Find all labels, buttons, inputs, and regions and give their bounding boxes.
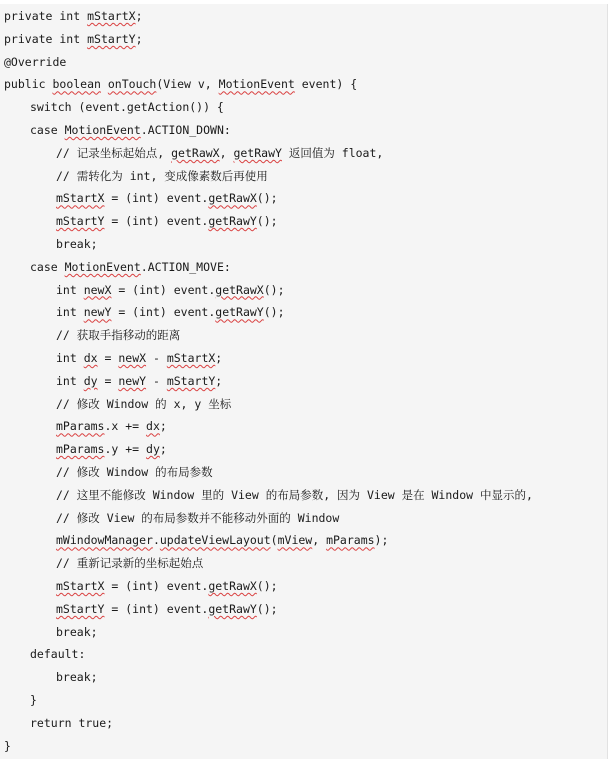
code-token: = (int) event. — [111, 282, 216, 297]
code-line — [56, 395, 231, 413]
spellcheck-flagged-token: getRawX — [215, 282, 264, 297]
code-line — [56, 463, 213, 481]
code-line — [56, 235, 98, 253]
spellcheck-flagged-token: MotionEvent — [64, 123, 141, 137]
spellcheck-flagged-token: onTouch — [107, 77, 157, 92]
code-token: public — [4, 77, 53, 92]
code-line — [56, 212, 278, 230]
code-token: // 这里不能修改 Window 里的 View 的布局参数, 因为 View 是在 Window 中显示的, — [56, 487, 533, 502]
spellcheck-flagged-token: mStartX — [56, 191, 105, 206]
code-line — [4, 75, 357, 93]
code-line — [56, 600, 278, 618]
code-token: ; — [135, 9, 143, 23]
code-token: .ACTION_MOVE: — [140, 259, 231, 274]
code-token: } — [30, 693, 37, 707]
code-line — [30, 258, 231, 276]
code-token: = (int) event. — [111, 305, 216, 320]
code-line — [56, 189, 278, 207]
code-token: // 获取手指移动的距离 — [56, 328, 181, 343]
spellcheck-flagged-token: mParams — [56, 419, 105, 434]
code-token: event) { — [294, 77, 358, 92]
code-token: // 记录坐标起始点, — [56, 145, 172, 160]
spellcheck-flagged-token: mStartY — [56, 601, 105, 616]
spellcheck-flagged-token: mWindowManager — [56, 533, 153, 548]
code-token: ; — [159, 419, 167, 434]
spellcheck-flagged-token: newY — [118, 373, 147, 388]
code-token — [101, 77, 108, 91]
code-token: switch (event.getAction()) { — [30, 100, 224, 115]
code-line — [56, 417, 167, 435]
code-line — [56, 554, 203, 572]
spellcheck-flagged-token: getRawX — [208, 579, 257, 593]
code-token: ; — [215, 373, 223, 388]
code-token: , — [219, 145, 234, 160]
code-line — [56, 668, 98, 686]
code-line — [56, 167, 268, 185]
spellcheck-flagged-token: dy — [146, 442, 160, 457]
spellcheck-flagged-token: getRawY — [233, 145, 282, 160]
spellcheck-flagged-token: getRawY — [215, 305, 264, 320]
code-token: int — [56, 282, 84, 297]
code-line — [56, 531, 388, 549]
code-token: = — [97, 351, 119, 365]
code-token: = (int) event. — [104, 579, 209, 593]
code-token: @Override — [4, 54, 67, 69]
code-token: break; — [56, 670, 98, 685]
code-token: ; — [215, 351, 223, 365]
code-token: case — [30, 123, 65, 137]
code-token: int — [56, 305, 84, 320]
spellcheck-flagged-token: dy — [83, 373, 98, 388]
code-token: // 重新记录新的坐标起始点 — [56, 556, 204, 571]
code-line — [4, 737, 11, 755]
code-token: } — [4, 738, 11, 753]
code-token: // 需转化为 int, 变成像素数后再使用 — [56, 168, 268, 183]
code-token: default: — [30, 647, 86, 662]
spellcheck-flagged-token: newX — [83, 282, 112, 297]
spellcheck-flagged-token: MotionEvent — [218, 77, 295, 92]
code-token: . — [152, 533, 160, 548]
spellcheck-flagged-token: boolean — [52, 77, 101, 92]
code-token: (); — [256, 214, 278, 229]
spellcheck-flagged-token: getRawX — [171, 145, 220, 160]
spellcheck-flagged-token: mParams — [56, 442, 105, 457]
code-token: // 修改 Window 的布局参数 — [56, 465, 213, 479]
code-token: return true; — [30, 715, 114, 730]
code-line — [30, 691, 37, 709]
code-token: private int — [4, 9, 88, 23]
spellcheck-flagged-token: mStartY — [87, 31, 136, 46]
spellcheck-flagged-token: newX — [118, 351, 147, 365]
code-line — [56, 440, 167, 458]
code-token: (View v, — [156, 77, 219, 92]
spellcheck-flagged-token: newY — [83, 305, 112, 320]
code-token: 返回值为 float, — [281, 145, 384, 160]
code-token: (); — [263, 282, 285, 297]
code-token: ); — [374, 533, 389, 548]
code-line — [4, 30, 143, 48]
code-token: = (int) event. — [104, 191, 209, 206]
code-line — [56, 509, 339, 527]
code-token: .y += — [104, 442, 147, 457]
spellcheck-flagged-token: MotionEvent — [64, 259, 141, 274]
code-line — [4, 53, 66, 71]
code-line — [56, 326, 180, 344]
code-token: = (int) event. — [104, 214, 209, 229]
code-line — [56, 486, 533, 504]
code-token: break; — [56, 624, 98, 639]
code-token: = — [97, 373, 119, 388]
spellcheck-flagged-token: mParams — [326, 533, 375, 548]
spellcheck-flagged-token: getRawX — [208, 191, 257, 206]
code-token: - — [146, 351, 167, 365]
code-line — [30, 121, 231, 139]
code-line — [56, 372, 222, 390]
code-token: (); — [256, 579, 278, 593]
code-line — [56, 281, 285, 299]
code-line — [30, 645, 85, 663]
code-token: break; — [56, 237, 98, 251]
code-token: = (int) event. — [104, 601, 209, 616]
spellcheck-flagged-token: mStartX — [87, 9, 136, 23]
code-line — [56, 577, 278, 595]
code-token: int — [56, 373, 84, 388]
spellcheck-flagged-token: getRawY — [208, 214, 257, 229]
code-token: ( — [270, 533, 278, 548]
code-token: private int — [4, 31, 88, 46]
code-token: - — [146, 373, 167, 388]
code-token: case — [30, 259, 65, 274]
code-token: , — [312, 533, 327, 548]
code-token: (); — [263, 305, 285, 320]
spellcheck-flagged-token: updateViewLayout — [159, 533, 271, 548]
spellcheck-flagged-token: getRawY — [208, 601, 257, 616]
code-token: (); — [256, 601, 278, 616]
code-token: int — [56, 351, 84, 365]
code-line — [56, 623, 98, 641]
spellcheck-flagged-token: dx — [83, 351, 98, 365]
code-token: .ACTION_DOWN: — [140, 123, 231, 137]
code-line — [56, 144, 383, 162]
spellcheck-flagged-token: mStartX — [56, 579, 105, 593]
code-token: .x += — [104, 419, 147, 434]
spellcheck-flagged-token: dx — [146, 419, 160, 434]
spellcheck-flagged-token: mStartY — [56, 214, 105, 229]
code-block — [0, 4, 608, 759]
code-line — [30, 714, 113, 732]
code-line — [56, 303, 285, 321]
code-line — [4, 7, 143, 25]
spellcheck-flagged-token: mView — [277, 533, 313, 548]
code-token: (); — [256, 191, 278, 206]
code-token: ; — [159, 442, 167, 457]
code-token: ; — [135, 31, 143, 46]
code-token: // 修改 Window 的 x, y 坐标 — [56, 396, 232, 411]
spellcheck-flagged-token: mStartX — [166, 351, 216, 365]
code-token: // 修改 View 的布局参数并不能移动外面的 Window — [56, 510, 340, 525]
code-line — [30, 98, 224, 116]
spellcheck-flagged-token: mStartY — [166, 373, 216, 388]
code-line — [56, 349, 222, 367]
